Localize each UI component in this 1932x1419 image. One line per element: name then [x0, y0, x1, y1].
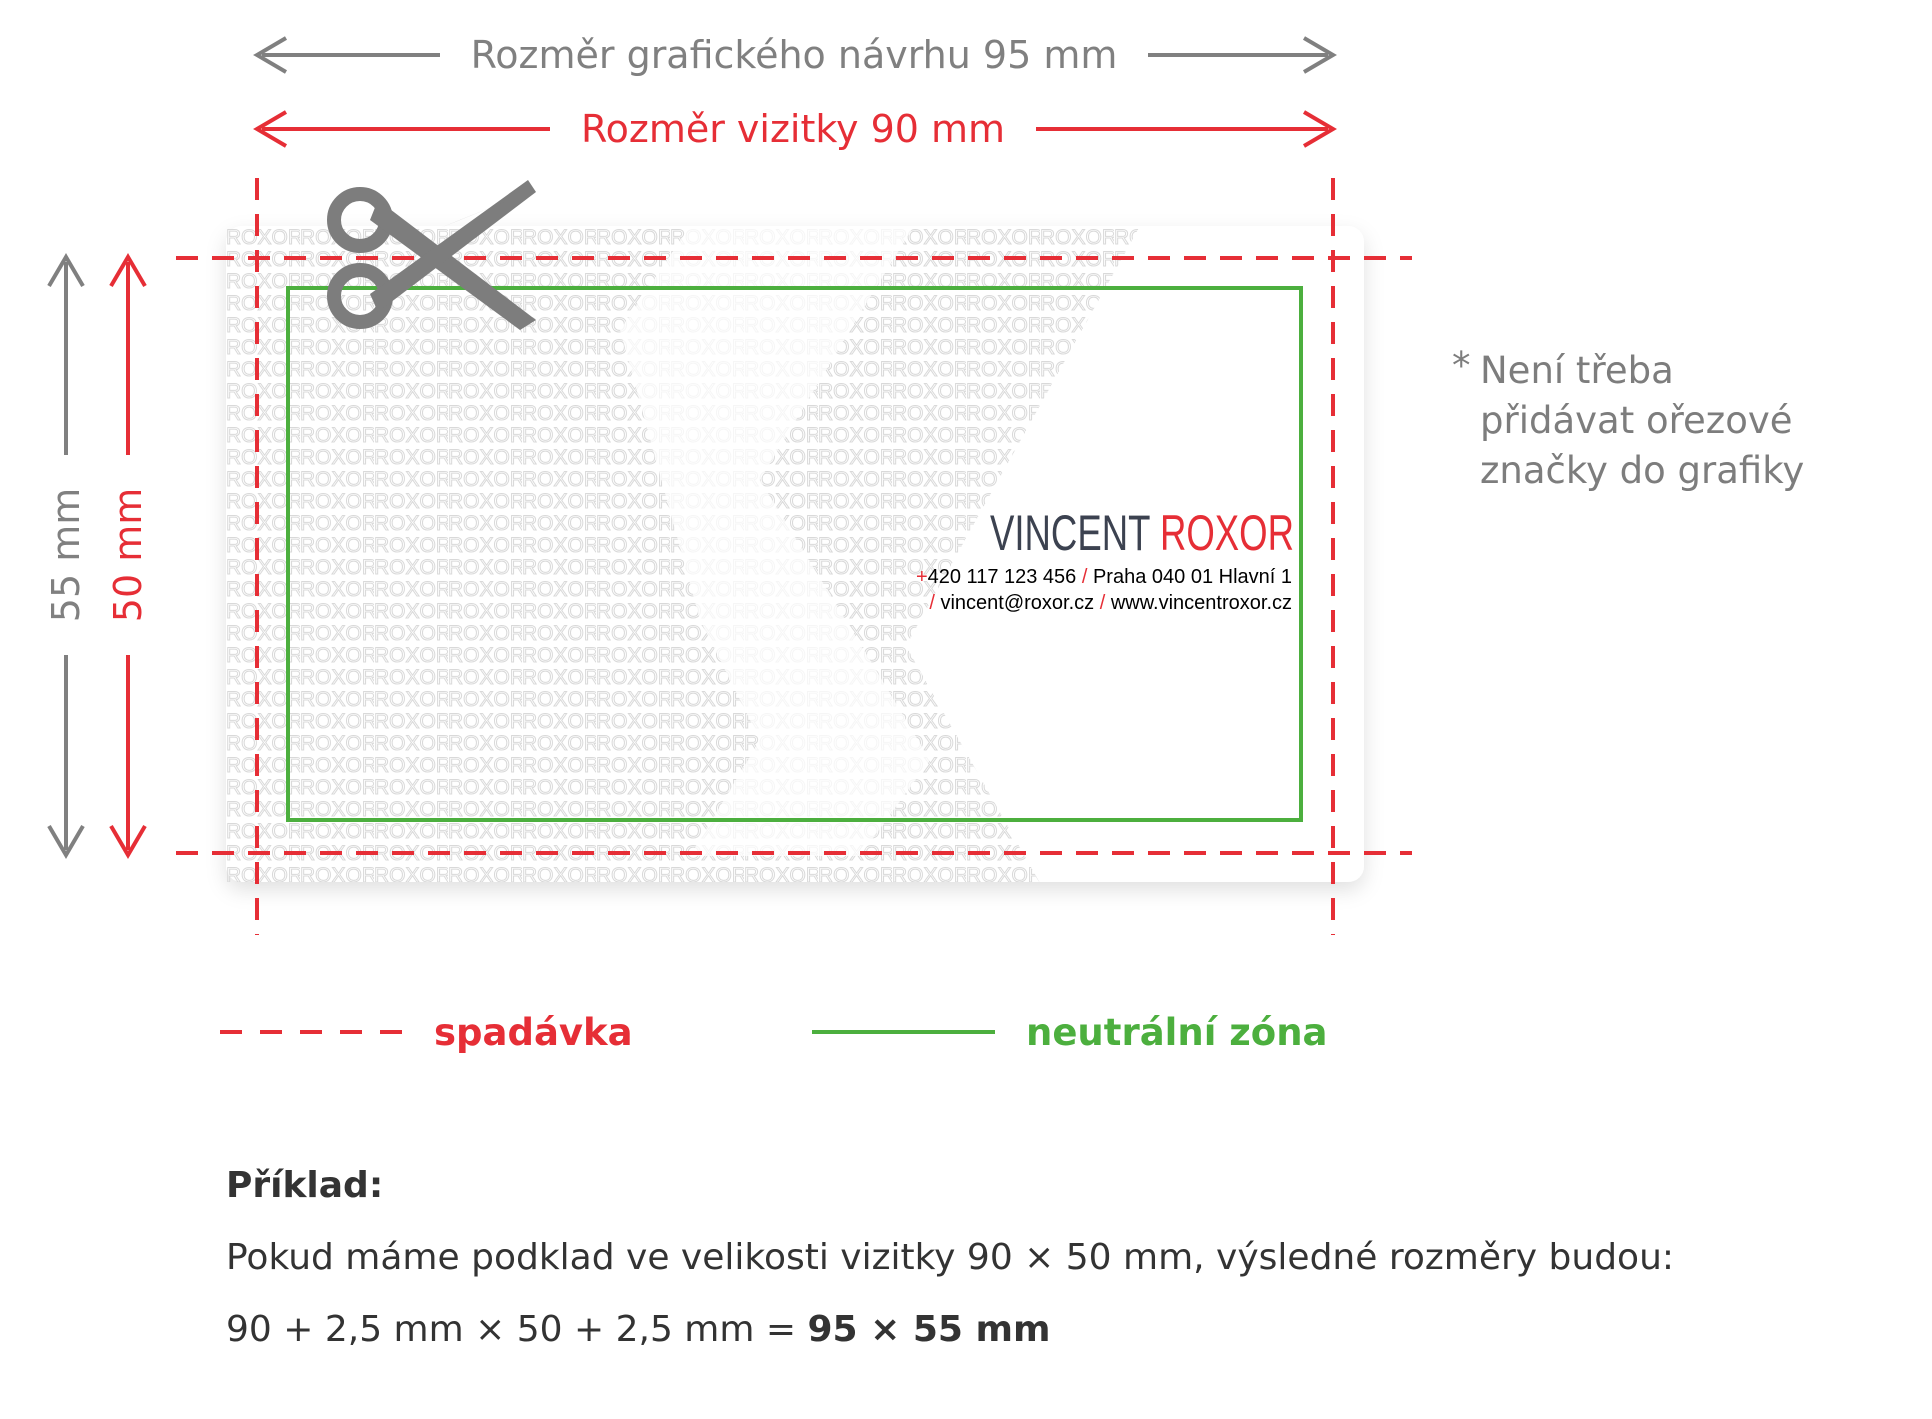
- example-line-2: [226, 1294, 1886, 1366]
- card-height-dimension: [106, 257, 150, 855]
- legend-neutral-label: neutrální zóna: [1026, 1011, 1328, 1054]
- legend-bleed-label: spadávka: [434, 1011, 633, 1054]
- example-line-1: Pokud máme podklad ve velikosti vizitky 90 × 50 mm, výsledné rozměry budou:: [226, 1237, 1675, 1278]
- card-name: [990, 505, 1344, 561]
- design-height-dimension: [44, 257, 88, 855]
- example-result: 95 × 55 mm: [807, 1309, 1051, 1350]
- card-first-name: VINCENT: [990, 505, 1209, 561]
- example-section: [226, 1150, 1886, 1366]
- note-asterisk: *: [1452, 344, 1471, 387]
- card-width-dimension: [257, 107, 1333, 151]
- legend: [220, 1011, 1328, 1054]
- note-line-3: značky do grafiky: [1480, 449, 1805, 492]
- example-heading: Příklad:: [226, 1165, 384, 1206]
- card-contact-line-1: +420 117 123 456 / Praha 040 01 Hlavní 1: [915, 566, 1292, 588]
- card-contact-line-2: / vincent@roxor.cz / www.vincentroxor.cz: [929, 592, 1292, 614]
- crop-marks-note: [1452, 344, 1804, 492]
- design-height-label: 55 mm: [44, 487, 88, 623]
- design-width-dimension: [257, 33, 1333, 77]
- card-last-name: ROXOR: [1159, 505, 1344, 561]
- note-line-1: Není třeba: [1480, 349, 1674, 392]
- example-formula: 90 + 2,5 mm × 50 + 2,5 mm =: [226, 1309, 808, 1350]
- card-height-label: 50 mm: [106, 487, 150, 623]
- note-line-2: přidávat ořezové: [1480, 399, 1793, 442]
- card-width-label: Rozměr vizitky 90 mm: [580, 107, 1006, 151]
- design-width-label: Rozměr grafického návrhu 95 mm: [470, 33, 1118, 77]
